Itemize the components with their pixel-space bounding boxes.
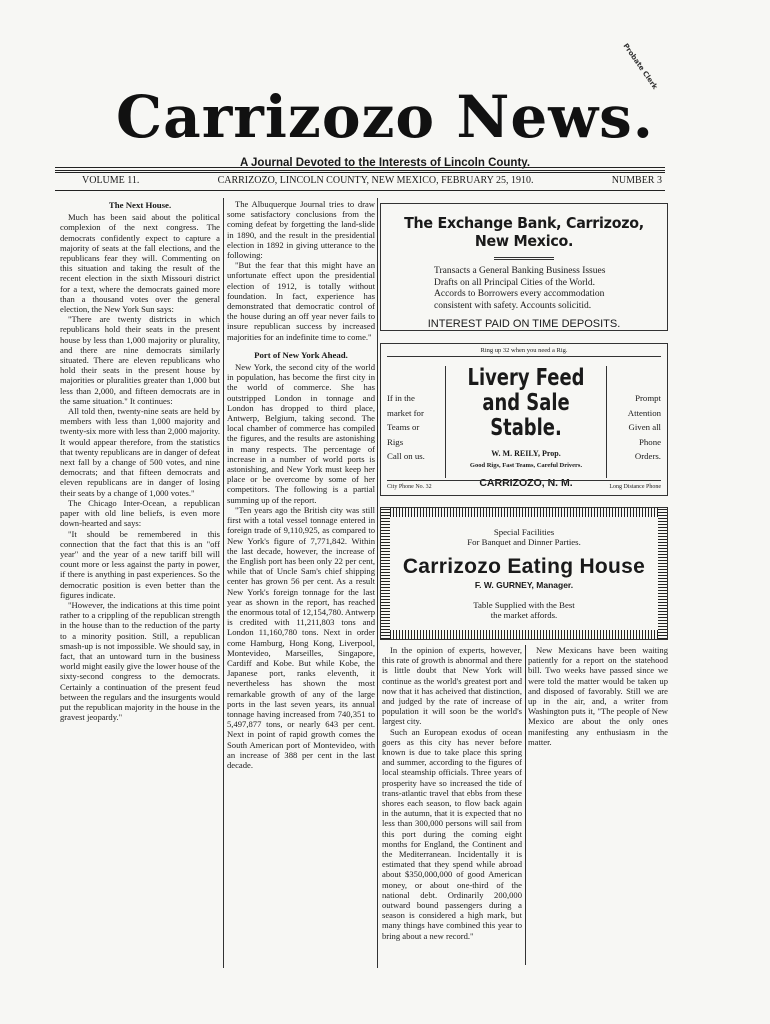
column-3 — [382, 645, 522, 965]
masthead-rule-top — [55, 167, 665, 168]
livery-right-line: Orders. — [634, 451, 661, 461]
ornament-divider — [494, 257, 554, 260]
issue-number: NUMBER 3 — [611, 175, 662, 186]
long-distance-phone: Long Distance Phone — [609, 484, 661, 490]
livery-right-line: Given all — [628, 422, 661, 432]
livery-title-line1: Livery Feed and Sale — [467, 365, 585, 416]
livery-city: CARRIZOZO, N. M. — [479, 477, 573, 489]
article-paragraph: "Ten years ago the British city was still first with a total vessel tonnage entered in foreign trade of 9,110,925, as compared to New York's figure of 7,771,842. Within the last decade, however, the increase of the English port has been only 22 per cent, while that of Uncle Sam's chief shipping center has grown 56 per cent. As a result New York's foreign tonnage for the last year as shown in the report, has reached the enormous total of 12,154,780. Antwerp is credited with 11,211,803 tons and London 11,160,780 tons. Next in order come Hamburg, Hong Kong, Liverpool, Montevideo, Marseilles, Singapore, Cardiff and Kobe. But while Kobe, the Japanese port, ranks eleventh, it nevertheless has shown the most remarkable growth of any of the large ports in the last seven years, its annual tonnage having increased from 740,351 to 5,497,877 tons, or nearly 643 per cent. Next in point of rapid growth comes the South American port of Montevideo, with an increase of 388 per cent in the last decade. — [227, 504, 375, 770]
bank-description: Transacts a General Banking Business Issues Drafts on all Principal Cities of the World. Accords to Borrowers every accommodation consistent with safety. Accounts solicitid. — [434, 266, 606, 311]
article-paragraph: "However, the indications at this time point rather to a crippling of the republican strength in the house than to the reduction of the party to a minority position. Still, a republican smash-up is not impossible. We should say, in fact, that an untoward turn in the business world might easily give the lower house of the sixty-second congress to the democrats. Certainly a continuation of the present feud between the regulars and the insurgents would put the republican majority in the house in the gravest jeopardy." — [60, 599, 220, 723]
facilities-line: Special Facilities — [493, 527, 555, 537]
ring-line: Ring up 32 when you need a Rig. — [480, 347, 568, 354]
livery-left-text — [387, 391, 439, 464]
livery-right-line: Phone — [639, 436, 661, 447]
ad-rule — [387, 356, 661, 357]
newspaper-subtitle: A Journal Devoted to the Interests of Lincoln County. — [239, 157, 531, 169]
livery-left-line: Teams or — [387, 422, 420, 432]
livery-owner: W. M. REILY, Prop. — [491, 449, 561, 458]
bank-name: The Exchange Bank, Carrizozo, New Mexico. — [404, 214, 644, 250]
hatch-border — [381, 508, 667, 517]
article-paragraph: All told then, twenty-nine seats are held by members with less than 1,000 majority and twenty-six more with less than 2,000 majority. It would appear therefore, from the statistics that twenty republicans are in danger of defeat next fall by a change of 500 votes, and nine democrats; and that fifteen democrats and eleven republicans are in danger of losing their seats by a change of 1,000 votes." — [60, 406, 220, 498]
article-paragraph: The Chicago Inter-Ocean, a republican paper with old line beliefs, is even more down-hearted and says: — [60, 497, 220, 529]
livery-stable-ad — [380, 343, 668, 496]
hatch-border — [381, 508, 390, 639]
livery-right-line: Prompt — [635, 393, 661, 403]
article-paragraph: "It should be remembered in this connection that the fact that this is an "off year" and the year of a new tariff bill will count more or less against the party in power, if there is anything in past experiences. So the democratic position is even better than the figures indicate. — [60, 528, 220, 600]
bank-interest-line: INTEREST PAID ON TIME DEPOSITS. — [427, 318, 621, 330]
article-paragraph: New Mexicans have been waiting patiently for a report on the statehood bill. Two weeks have passed since we were told the matter would be taken up and disposed of favorably. Still we are up in the air, and, a writer from Washington puts it, "The people of New Mexico are about the only ones manifesting any enthusiasm in the matter. — [528, 645, 668, 747]
exchange-bank-ad — [380, 203, 668, 331]
article-paragraph: "There are twenty districts in which republicans hold their seats in the present house by less than 1,000 majority or plurality, and there are nine democrats similarly situated. There are eleven republicans who hold their seats in the present house by majorities or pluralities greater than 1,000 but less than 2,000, and fifteen democrats are in the same situation." It continues: — [60, 314, 220, 406]
city-phone: City Phone No. 32 — [387, 484, 432, 490]
eating-house-manager: F. W. GURNEY, Manager. — [474, 580, 574, 590]
article-heading-next-house: The Next House. — [108, 200, 172, 210]
article-paragraph: Such an European exodus of ocean goers as this city has never before known is due to take place this spring and summer, according to the figures of local steamship officials. Three years of prosperity have so increased the tide of trans-atlantic travel that ebbs from these shores each season, to flow back again in the autumn, that it is expected that no less than 300,000 persons will sail from this port during the coming eight months for England, the Continent and the Mediterranean. Incidentally it is estimated that they spend while abroad about $350,000,000 of good American money, or about one-third of the national debt. Ordinarily 200,000 outward bound passengers during a season is considered a high mark, but many things have combined this year to bring about a new record." — [382, 726, 522, 941]
livery-right-text — [611, 391, 661, 464]
hatch-border — [658, 508, 667, 639]
livery-left-line: If in the — [387, 393, 415, 403]
column-2 — [227, 199, 375, 969]
article-paragraph: Much has been said about the political complexion of the next congress. The democrats confidently expect to capture a majority of seats at the fall elections, and the republicans fear they will. Commenting on this situation and taking the result of the recent election in the sixth Missouri district for a text, where the democrats gained more than a thousand votes over the general election, the New York Sun says: — [60, 212, 220, 315]
newspaper-title: Carrizozo News. — [115, 83, 655, 151]
livery-title-line2: Stable. — [490, 415, 562, 441]
column-divider — [223, 198, 224, 968]
table-line: Table Supplied with the Best — [473, 600, 575, 610]
article-paragraph: The Albuquerque Journal tries to draw some satisfactory conclusions from the coming defeat by forgetting the land-slide in 1890, and the result in the presidential election in 1892 in giving utterance to the following: — [227, 199, 375, 261]
livery-phones — [387, 480, 661, 490]
facilities-line: For Banquet and Dinner Parties. — [467, 537, 581, 547]
article-paragraph: In the opinion of experts, however, this rate of growth is abnormal and there is little doubt that New York will continue as the world's greatest port and now that it has acheived that distinction, and judged by the rate of increase of population it will soon be the world's largest city. — [382, 645, 522, 727]
masthead — [60, 85, 710, 169]
livery-left-line: Rigs — [387, 436, 404, 447]
column-divider — [525, 645, 526, 965]
column-divider — [377, 198, 378, 968]
livery-slogan: Good Rigs, Fast Teams, Careful Drivers. — [469, 462, 583, 469]
livery-left-line: Call on us. — [387, 451, 425, 461]
table-line: the market affords. — [490, 610, 558, 620]
article-heading-port: Port of New York Ahead. — [254, 349, 348, 360]
facilities-text — [395, 527, 653, 547]
probate-clerk-stamp: Probate Clerk — [621, 42, 660, 91]
livery-left-line: market for — [387, 407, 424, 418]
hatch-border — [381, 630, 667, 639]
dateline-rule — [55, 190, 665, 191]
article-paragraph: New York, the second city of the world in population, has become the first city in the world of commerce. She has outstripped London in tonnage and London has dropped to third place, Antwerp, Belgium, taking second. The local chamber of commerce has compiled the figures, and the results are astonishing in many respects. The percentage of increase in a number of world ports is astonishing, and New York must keep her place or be overcome by some of her competitors. The following is a partial summing up of the report. — [227, 362, 375, 505]
livery-right-line: Attention — [627, 407, 661, 418]
column-4 — [528, 645, 668, 965]
table-text — [395, 600, 653, 620]
volume-label: VOLUME 11. — [82, 175, 140, 186]
column-1 — [60, 198, 220, 968]
dateline — [82, 175, 662, 186]
eating-house-content — [395, 521, 653, 626]
place-date: CARRIZOZO, LINCOLN COUNTY, NEW MEXICO, FEBRUARY 25, 1910. — [217, 175, 534, 186]
eating-house-ad — [380, 507, 668, 640]
article-paragraph: "But the fear that this might have an unfortunate effect upon the presidential election of 1912, is totally without foundation. In fact, experience has demonstrated that democratic control of the house during an off year never fails to insure republican success by increased majorities for an indefinite time to come." — [227, 260, 375, 342]
eating-house-name: Carrizozo Eating House — [402, 555, 646, 578]
masthead-rule-double — [55, 170, 665, 173]
livery-center — [445, 365, 607, 489]
